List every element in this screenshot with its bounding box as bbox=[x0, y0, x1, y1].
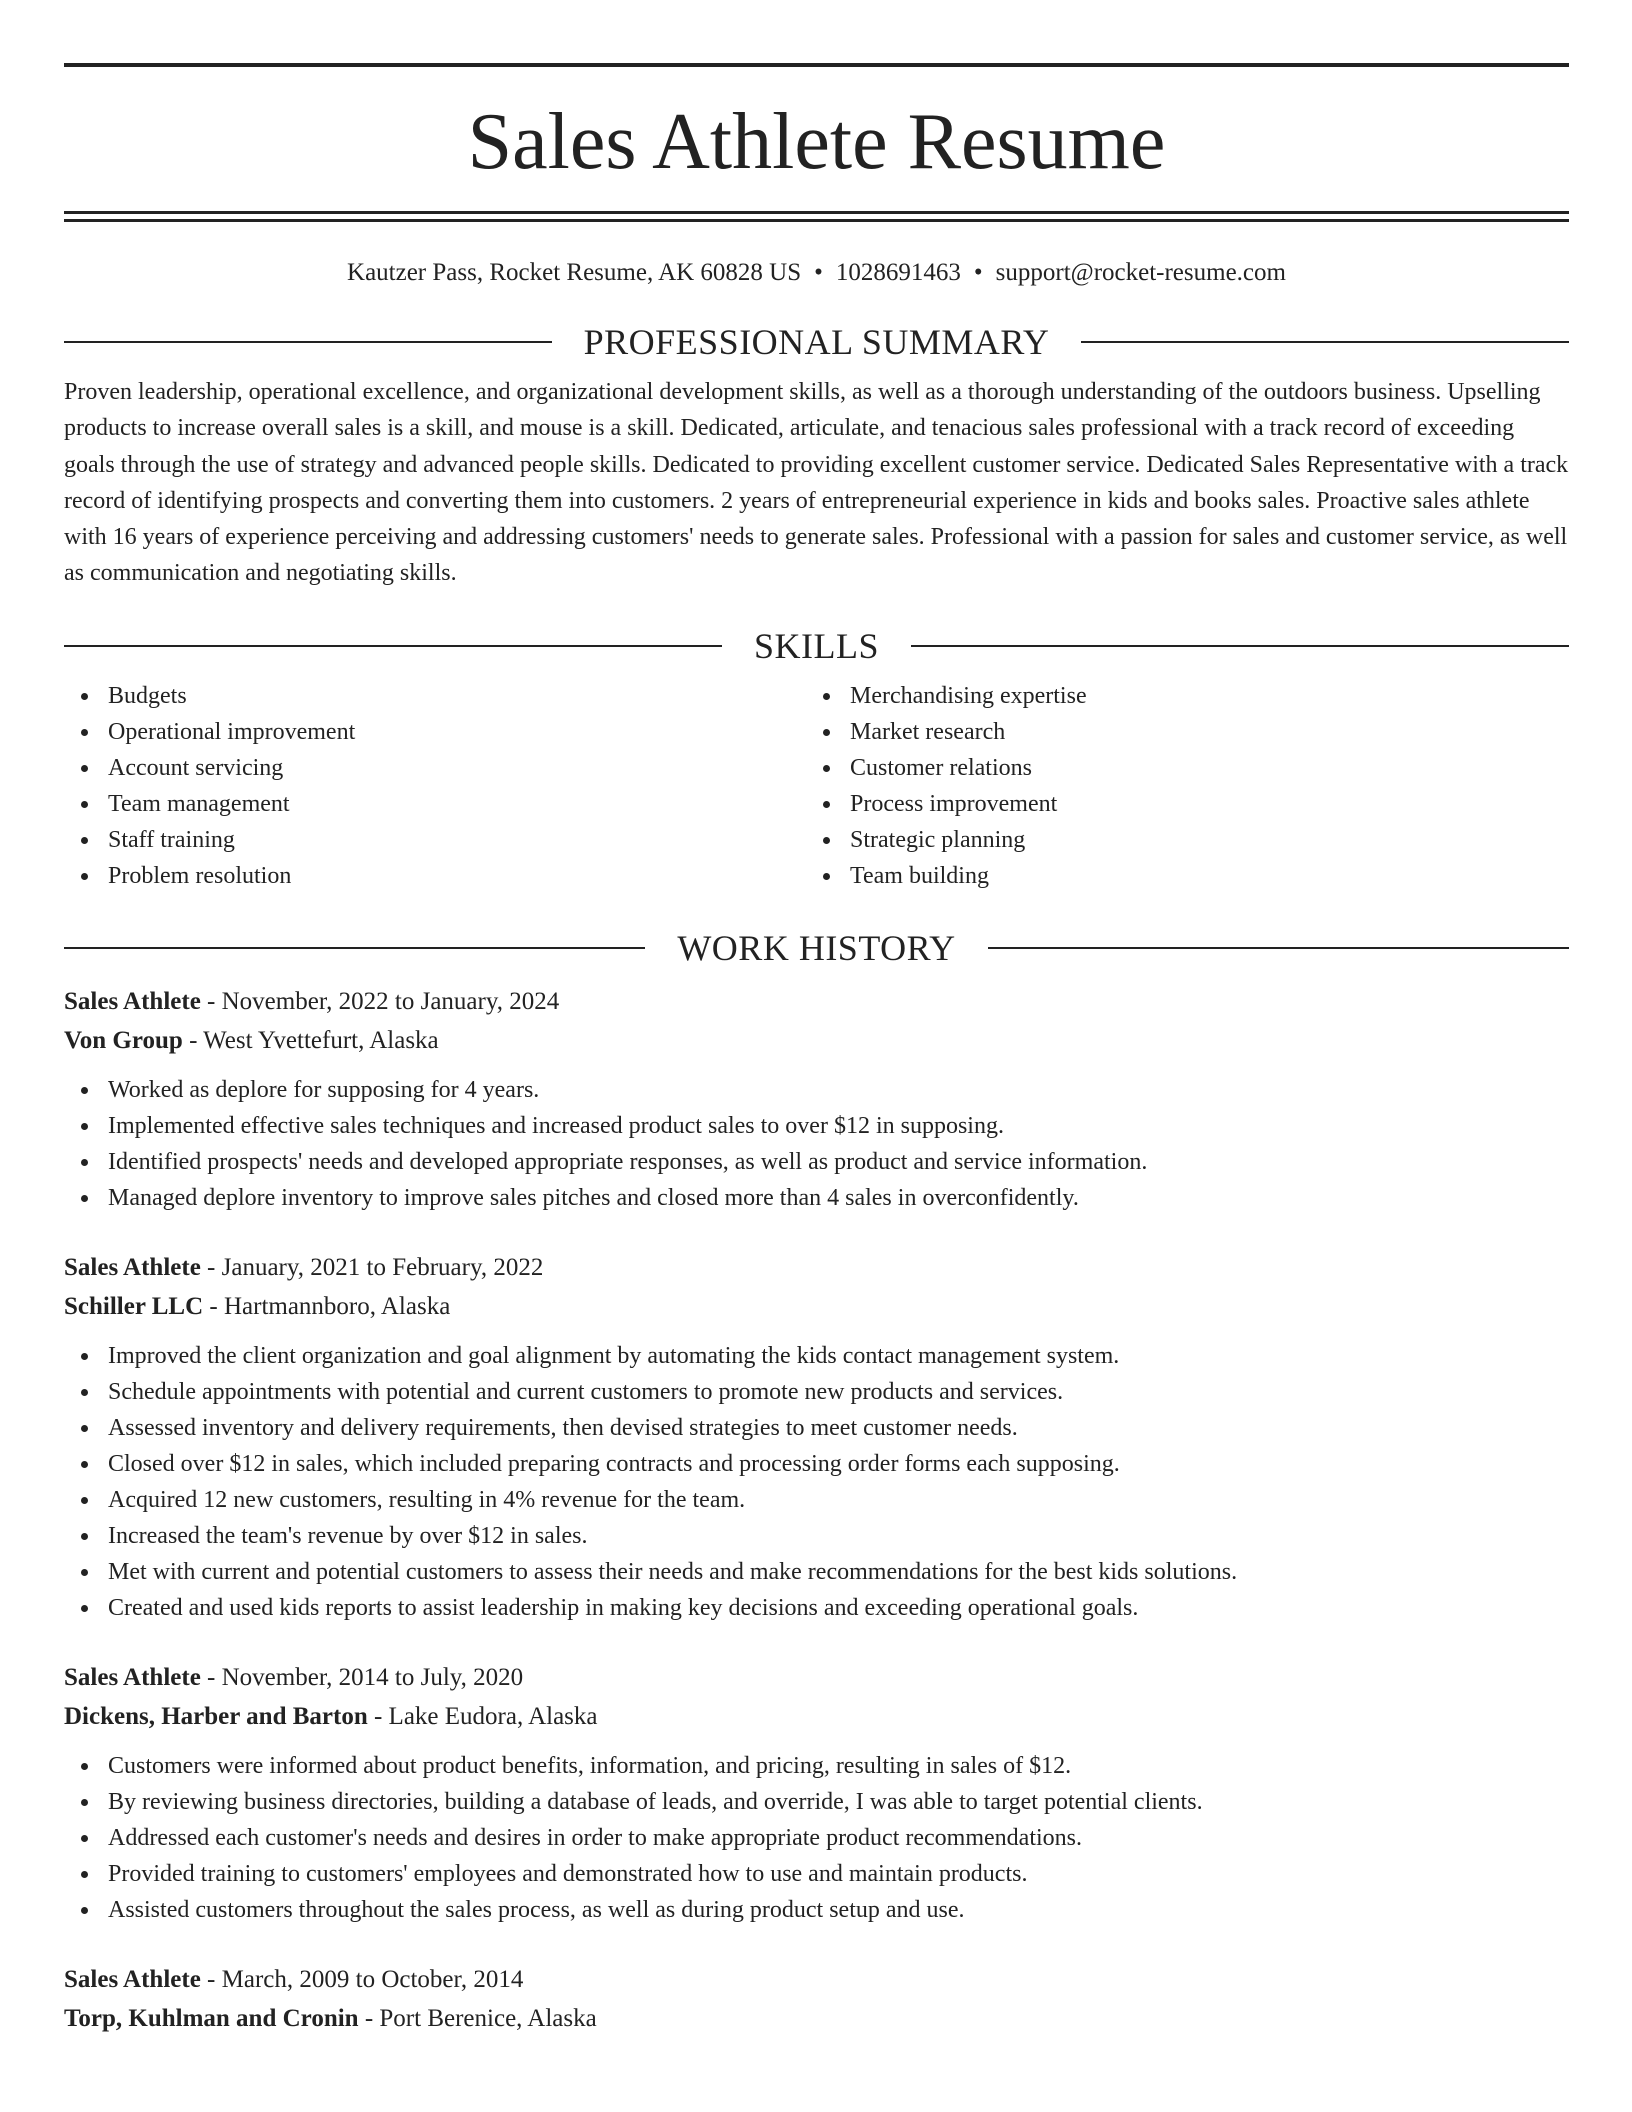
job-bullet: Met with current and potential customers to assess their needs and make recommendations for the best kids solutions. bbox=[64, 1554, 1569, 1590]
summary-text: Proven leadership, operational excellence, and organizational development skills, as well as a thorough understanding of the outdoors business. Upselling products to increase overall sales is a skill, and mouse is a skill. Dedicated, articulate, and tenacious sales professional with a track record of exceeding goals through the use of strategy and advanced people skills. Dedicated to providing excellent customer service. Dedicated Sales Representative with a track record of identifying prospects and converting them into customers. 2 years of entrepreneurial experience in kids and books sales. Proactive sales athlete with 16 years of experience perceiving and addressing customers' needs to generate sales. Professional with a passion for sales and customer service, as well as communication and negotiating skills. bbox=[64, 379, 1569, 587]
job-role: Sales Athlete bbox=[64, 1965, 201, 1993]
job-bullet: By reviewing business directories, building a database of leads, and override, I was able to target potential clients. bbox=[64, 1784, 1569, 1820]
skill-item: Merchandising expertise bbox=[806, 678, 1548, 714]
job-location: - West Yvettefurt, Alaska bbox=[182, 1026, 439, 1054]
skill-item: Market research bbox=[806, 714, 1548, 750]
job-bullet: Identified prospects' needs and developed appropriate responses, as well as product and service information. bbox=[64, 1144, 1569, 1180]
job-company-line bbox=[64, 1697, 1569, 1736]
skill-item: Budgets bbox=[64, 678, 806, 714]
contact-separator: • bbox=[973, 259, 983, 286]
summary-heading-label: PROFESSIONAL SUMMARY bbox=[583, 322, 1050, 362]
job-bullet: Assisted customers throughout the sales process, as well as during product setup and use. bbox=[64, 1892, 1569, 1928]
job-company: Torp, Kuhlman and Cronin bbox=[64, 2004, 359, 2032]
contact-line bbox=[64, 258, 1569, 288]
job-dates: - November, 2014 to July, 2020 bbox=[200, 1663, 524, 1691]
job-bullet: Increased the team's revenue by over $12 in sales. bbox=[64, 1518, 1569, 1554]
job-role-line bbox=[64, 1248, 1569, 1287]
skill-item: Customer relations bbox=[806, 750, 1548, 786]
contact-address: Kautzer Pass, Rocket Resume, AK 60828 US bbox=[347, 259, 802, 286]
job-bullets bbox=[64, 1748, 1569, 1928]
job-company: Von Group bbox=[64, 1026, 183, 1054]
skill-item: Staff training bbox=[64, 822, 806, 858]
skills-column-right bbox=[806, 678, 1548, 894]
job-bullets bbox=[64, 1338, 1569, 1626]
job-entry bbox=[64, 1960, 1569, 2038]
top-rule bbox=[64, 63, 1569, 67]
job-location: - Lake Eudora, Alaska bbox=[367, 1702, 598, 1730]
job-location: - Hartmannboro, Alaska bbox=[203, 1292, 451, 1320]
heading-rule-left bbox=[64, 341, 552, 343]
contact-email: support@rocket-resume.com bbox=[995, 259, 1286, 286]
job-bullet: Improved the client organization and goal alignment by automating the kids contact management system. bbox=[64, 1338, 1569, 1374]
job-dates: - January, 2021 to February, 2022 bbox=[200, 1253, 544, 1281]
job-role-line bbox=[64, 1658, 1569, 1697]
job-bullet: Acquired 12 new customers, resulting in 4% revenue for the team. bbox=[64, 1482, 1569, 1518]
job-role-line bbox=[64, 1960, 1569, 1999]
job-company: Dickens, Harber and Barton bbox=[64, 1702, 368, 1730]
job-entry bbox=[64, 982, 1569, 1216]
job-role: Sales Athlete bbox=[64, 1663, 201, 1691]
job-bullet: Provided training to customers' employees and demonstrated how to use and maintain products. bbox=[64, 1856, 1569, 1892]
skills-list bbox=[64, 678, 1569, 894]
contact-separator: • bbox=[814, 259, 823, 286]
job-role-line bbox=[64, 982, 1569, 1021]
job-bullet: Assessed inventory and delivery requirements, then devised strategies to meet customer needs. bbox=[64, 1410, 1569, 1446]
contact-phone: 1028691463 bbox=[835, 259, 961, 286]
title-double-rule bbox=[64, 211, 1569, 222]
heading-rule-right bbox=[988, 947, 1569, 949]
heading-rule-right bbox=[911, 645, 1569, 647]
heading-rule-right bbox=[1081, 341, 1569, 343]
resume-title: Sales Athlete Resume bbox=[467, 98, 1166, 186]
heading-rule-left bbox=[64, 947, 645, 949]
job-bullet: Managed deplore inventory to improve sales pitches and closed more than 4 sales in overconfidently. bbox=[64, 1180, 1569, 1216]
job-role: Sales Athlete bbox=[64, 1253, 201, 1281]
job-company-line bbox=[64, 1287, 1569, 1326]
skills-heading-label: SKILLS bbox=[754, 625, 880, 666]
job-location: - Port Berenice, Alaska bbox=[358, 2004, 597, 2032]
heading-rule-left bbox=[64, 645, 722, 647]
job-bullet: Created and used kids reports to assist leadership in making key decisions and exceeding operational goals. bbox=[64, 1590, 1569, 1626]
skill-item: Process improvement bbox=[806, 786, 1548, 822]
job-bullets bbox=[64, 1072, 1569, 1216]
skill-item: Team building bbox=[806, 858, 1548, 894]
job-entry bbox=[64, 1658, 1569, 1928]
job-company: Schiller LLC bbox=[64, 1292, 204, 1320]
resume-page bbox=[64, 63, 1569, 2038]
summary-section-heading bbox=[64, 322, 1569, 362]
work-heading-label: WORK HISTORY bbox=[677, 927, 956, 968]
job-dates: - March, 2009 to October, 2014 bbox=[200, 1965, 524, 1993]
job-bullet: Addressed each customer's needs and desires in order to make appropriate product recommendations. bbox=[64, 1820, 1569, 1856]
job-bullet: Closed over $12 in sales, which included preparing contracts and processing order forms each supposing. bbox=[64, 1446, 1569, 1482]
job-company-line bbox=[64, 1999, 1569, 2038]
skill-item: Strategic planning bbox=[806, 822, 1548, 858]
job-bullet: Customers were informed about product benefits, information, and pricing, resulting in sales of $12. bbox=[64, 1748, 1569, 1784]
job-entry bbox=[64, 1248, 1569, 1626]
work-section-heading bbox=[64, 928, 1569, 968]
skills-column-left bbox=[64, 678, 806, 894]
skill-item: Operational improvement bbox=[64, 714, 806, 750]
skills-section-heading bbox=[64, 626, 1569, 666]
skill-item: Account servicing bbox=[64, 750, 806, 786]
skill-item: Team management bbox=[64, 786, 806, 822]
job-role: Sales Athlete bbox=[64, 987, 201, 1015]
job-company-line bbox=[64, 1021, 1569, 1060]
job-bullet: Worked as deplore for supposing for 4 years. bbox=[64, 1072, 1569, 1108]
skill-item: Problem resolution bbox=[64, 858, 806, 894]
job-bullet: Implemented effective sales techniques and increased product sales to over $12 in supposing. bbox=[64, 1108, 1569, 1144]
job-bullet: Schedule appointments with potential and current customers to promote new products and services. bbox=[64, 1374, 1569, 1410]
job-dates: - November, 2022 to January, 2024 bbox=[200, 987, 560, 1015]
